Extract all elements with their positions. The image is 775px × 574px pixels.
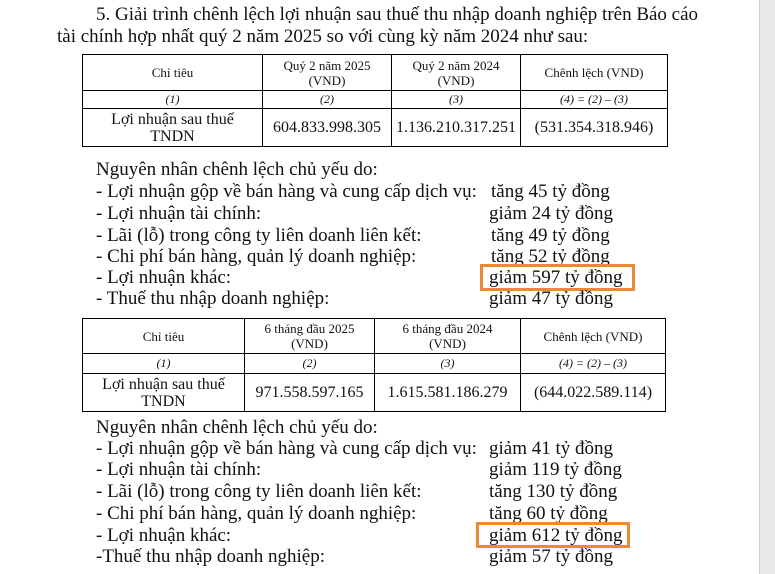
reason-value: giảm 119 tỷ đồng <box>489 459 622 480</box>
table-q2-profit <box>82 54 668 147</box>
header-cell-indicator: Chỉ tiêu <box>83 319 245 354</box>
reason-value: giảm 41 tỷ đồng <box>489 438 614 459</box>
section-heading-line-2: tài chính hợp nhất quý 2 năm 2025 so với cùng kỳ năm 2024 như sau: <box>57 26 589 47</box>
row-label-cell: Lợi nhuận sau thuế TNDN <box>83 109 263 147</box>
reason-value: tăng 52 tỷ đồng <box>491 246 610 267</box>
row-label-cell: Lợi nhuận sau thuế TNDN <box>83 374 245 412</box>
reason-label: - Lợi nhuận tài chính: <box>96 459 262 480</box>
header-cell-period-current: Quý 2 năm 2025 (VND) <box>263 55 392 91</box>
index-cell: (2) <box>263 91 392 109</box>
reason-label: - Lợi nhuận gộp về bán hàng và cung cấp dịch vụ: <box>96 438 477 459</box>
reason-value: giảm 24 tỷ đồng <box>489 203 614 224</box>
reason-value: tăng 60 tỷ đồng <box>489 503 608 524</box>
reason-label: - Lãi (lỗ) trong công ty liên doanh liên kết: <box>96 225 422 246</box>
index-cell: (4) = (2) – (3) <box>521 91 668 109</box>
reason-value: giảm 597 tỷ đồng <box>489 267 623 288</box>
header-cell-period-previous: Quý 2 năm 2024 (VND) <box>392 55 521 91</box>
table-6m-profit <box>82 318 666 412</box>
header-cell-period-previous: 6 tháng đầu 2024 (VND) <box>375 319 521 354</box>
reasons-intro: Nguyên nhân chênh lệch chủ yếu do: <box>96 159 378 180</box>
index-cell: (2) <box>245 354 375 374</box>
reason-label: - Lợi nhuận gộp về bán hàng và cung cấp dịch vụ: <box>96 181 477 202</box>
reason-value: tăng 130 tỷ đồng <box>489 481 618 502</box>
reason-label: - Lợi nhuận tài chính: <box>96 203 262 224</box>
reason-value: giảm 47 tỷ đồng <box>489 288 614 309</box>
value-cell-previous: 1.136.210.317.251 <box>392 109 521 147</box>
reason-label: - Lợi nhuận khác: <box>96 525 232 546</box>
table-row <box>83 374 666 412</box>
reason-label: - Lãi (lỗ) trong công ty liên doanh liên kết: <box>96 481 422 502</box>
header-cell-difference: Chênh lệch (VND) <box>521 319 666 354</box>
reason-label: - Chi phí bán hàng, quản lý doanh nghiệp: <box>96 503 417 524</box>
reason-value: tăng 45 tỷ đồng <box>491 181 610 202</box>
reasons-intro: Nguyên nhân chênh lệch chủ yếu do: <box>96 417 378 438</box>
header-cell-indicator: Chỉ tiêu <box>83 55 263 91</box>
reason-value: tăng 49 tỷ đồng <box>491 225 610 246</box>
section-heading-line-1: 5. Giải trình chênh lệch lợi nhuận sau thuế thu nhập doanh nghiệp trên Báo cáo <box>96 4 699 25</box>
value-cell-difference: (644.022.589.114) <box>521 374 666 412</box>
reason-label: - Thuế thu nhập doanh nghiệp: <box>96 288 330 309</box>
reason-label: -Thuế thu nhập doanh nghiệp: <box>96 546 326 567</box>
index-cell: (4) = (2) – (3) <box>521 354 666 374</box>
table-header-row <box>83 319 666 354</box>
table-index-row <box>83 91 668 109</box>
header-cell-difference: Chênh lệch (VND) <box>521 55 668 91</box>
reason-label: - Lợi nhuận khác: <box>96 267 232 288</box>
value-cell-current: 604.833.998.305 <box>263 109 392 147</box>
value-cell-current: 971.558.597.165 <box>245 374 375 412</box>
table-header-row <box>83 55 668 91</box>
reason-value: giảm 612 tỷ đồng <box>489 525 623 546</box>
highlight-box <box>480 264 635 291</box>
page-edge <box>759 0 775 574</box>
header-cell-period-current: 6 tháng đầu 2025 (VND) <box>245 319 375 354</box>
index-cell: (3) <box>392 91 521 109</box>
index-cell: (1) <box>83 354 245 374</box>
reason-value: giảm 57 tỷ đồng <box>489 546 614 567</box>
reason-label: - Chi phí bán hàng, quản lý doanh nghiệp: <box>96 246 417 267</box>
highlight-box <box>476 522 630 548</box>
value-cell-previous: 1.615.581.186.279 <box>375 374 521 412</box>
table-row <box>83 109 668 147</box>
value-cell-difference: (531.354.318.946) <box>521 109 668 147</box>
table-index-row <box>83 354 666 374</box>
index-cell: (3) <box>375 354 521 374</box>
index-cell: (1) <box>83 91 263 109</box>
